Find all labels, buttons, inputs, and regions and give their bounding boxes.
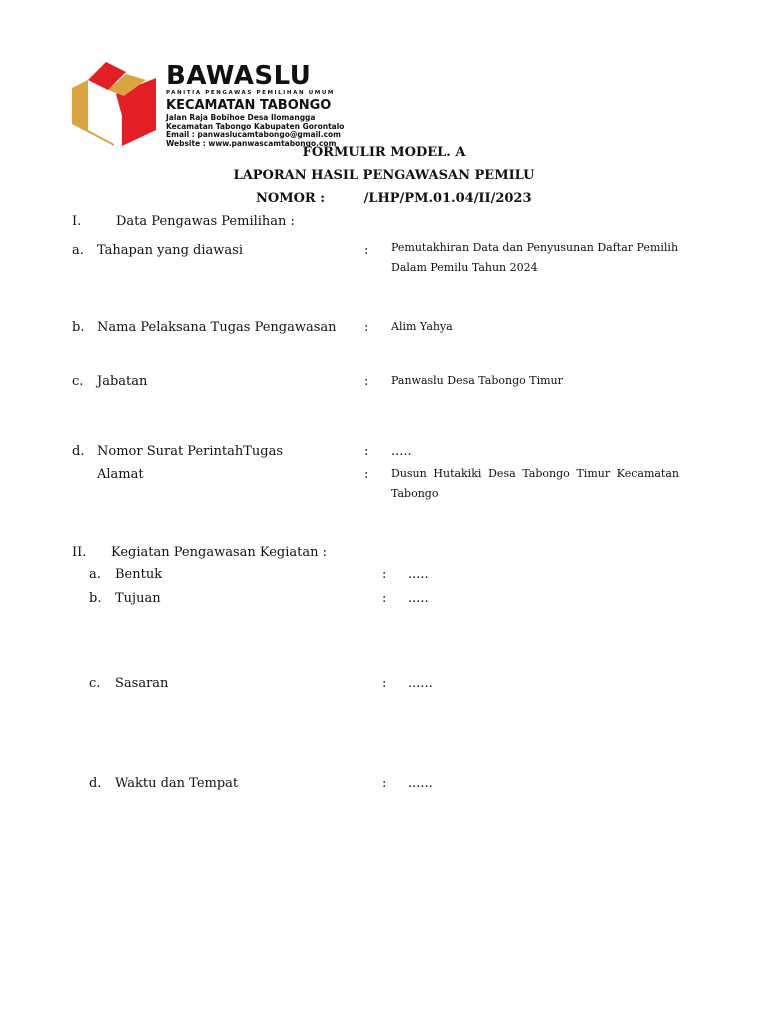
- section2-heading: Kegiatan Pengawasan Kegiatan :: [111, 545, 328, 560]
- item-a-colon: :: [364, 243, 369, 258]
- item-a-value-line2: Dalam Pemilu Tahun 2024: [391, 261, 538, 274]
- item-c-label: Jabatan: [97, 374, 148, 389]
- activity-d-value: ......: [408, 776, 433, 791]
- activity-b-value: .....: [408, 591, 429, 606]
- activity-d-letter: d.: [89, 776, 102, 791]
- item-d-value: .....: [391, 444, 412, 459]
- activity-b-letter: b.: [89, 591, 102, 606]
- address-line-2: Kecamatan Tabongo Kabupaten Gorontalo: [166, 121, 345, 131]
- logo-gold-shape: [72, 80, 114, 146]
- item-c-letter: c.: [72, 374, 84, 389]
- activity-d-label: Waktu dan Tempat: [115, 776, 239, 791]
- item-b-label: Nama Pelaksana Tugas Pengawasan: [97, 320, 337, 335]
- org-website: Website : www.panwascamtabongo.com: [166, 138, 337, 148]
- item-d-colon: :: [364, 444, 369, 459]
- activity-c-colon: :: [382, 676, 387, 691]
- activity-c-letter: c.: [89, 676, 101, 691]
- item-d-label: Nomor Surat PerintahTugas: [97, 444, 284, 459]
- nomor-row: [256, 191, 532, 206]
- activity-b-colon: :: [382, 591, 387, 606]
- item-c-value: Panwaslu Desa Tabongo Timur: [391, 374, 563, 387]
- item-a-letter: a.: [72, 243, 84, 258]
- activity-c-label: Sasaran: [115, 676, 169, 691]
- form-title: FORMULIR MODEL. A: [302, 145, 466, 160]
- nomor-value: /LHP/PM.01.04/II/2023: [363, 191, 532, 206]
- item-a-value-line1: Pemutakhiran Data dan Penyusunan Daftar Pemilih: [391, 241, 679, 254]
- item-d-letter: d.: [72, 444, 85, 459]
- section1-number: I.: [72, 214, 82, 229]
- activity-a-value: .....: [408, 567, 429, 582]
- activity-c-value: ......: [408, 676, 433, 691]
- org-kecamatan: KECAMATAN TABONGO: [166, 98, 332, 113]
- report-title: LAPORAN HASIL PENGAWASAN PEMILU: [233, 168, 535, 183]
- item-b-colon: :: [364, 320, 369, 335]
- org-subtitle: PANITIA PENGAWAS PEMILIHAN UMUM: [166, 90, 335, 96]
- org-email: Email : panwaslucamtabongo@gmail.com: [166, 130, 341, 139]
- nomor-label: NOMOR :: [256, 191, 326, 206]
- alamat-colon: :: [364, 467, 369, 482]
- alamat-value: Dusun Hutakiki Desa Tabongo Timur Kecamatan Tabongo: [391, 467, 679, 500]
- address-line-1: Jalan Raja Bobihoe Desa Ilomangga: [166, 113, 316, 122]
- item-a-label: Tahapan yang diawasi: [97, 243, 243, 258]
- activity-a-colon: :: [382, 567, 387, 582]
- item-b-letter: b.: [72, 320, 85, 335]
- section2-number: II.: [72, 545, 87, 560]
- activity-b-label: Tujuan: [115, 591, 161, 606]
- section1-heading: Data Pengawas Pemilihan :: [116, 214, 295, 229]
- letterhead-text: [166, 62, 344, 148]
- org-name: BAWASLU: [166, 61, 312, 91]
- item-b-value: Alim Yahya: [391, 320, 453, 333]
- activity-a-label: Bentuk: [115, 567, 163, 582]
- activity-a-letter: a.: [89, 567, 101, 582]
- alamat-label: Alamat: [97, 467, 144, 482]
- item-c-colon: :: [364, 374, 369, 389]
- bawaslu-logo: [68, 60, 160, 146]
- activity-d-colon: :: [382, 776, 387, 791]
